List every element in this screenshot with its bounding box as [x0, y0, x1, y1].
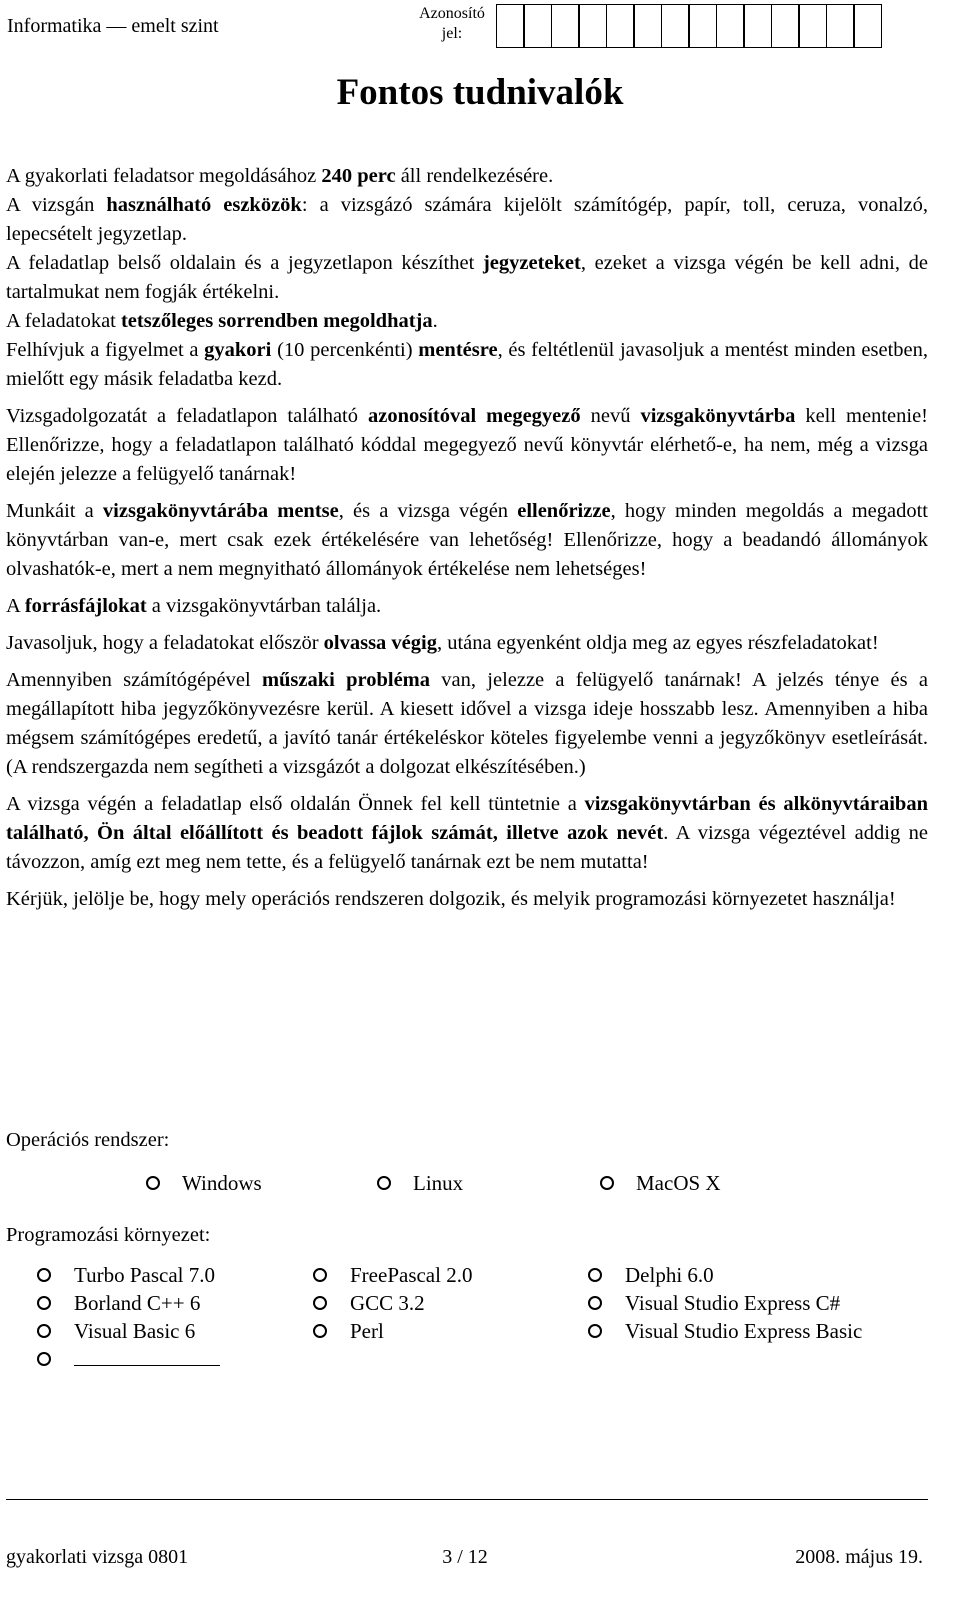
- os-option-label: Windows: [182, 1171, 262, 1195]
- emphasis-text: tetszőleges sorrendben megoldhatja: [120, 310, 433, 332]
- paragraph-text: Felhívjuk a figyelmet a: [6, 339, 205, 361]
- paragraph-text: nevű: [580, 405, 641, 427]
- paragraph-text: Munkáit a: [6, 500, 103, 522]
- paragraph-text: A feladatlap belső oldalain és a jegyzetlapon készíthet: [6, 252, 483, 274]
- footer-page-number: 3 / 12: [442, 1546, 488, 1568]
- env-option[interactable]: [588, 1317, 862, 1345]
- env-option-label: Borland C++ 6: [74, 1291, 201, 1315]
- emphasis-text: ellenőrizze: [517, 500, 611, 522]
- os-option-windows[interactable]: [146, 1168, 262, 1198]
- id-digit-box[interactable]: [853, 4, 882, 48]
- paragraph-text: kell mentenie! Ellenőrizze, hogy a feladatlapon található kóddal megegyező nevű könyvtár elérhető-e, ha nem, még a vizsga elején jelezze a felügyelő tanárnak!: [6, 405, 928, 485]
- instruction-paragraph: [6, 497, 928, 584]
- env-option[interactable]: [588, 1261, 714, 1289]
- footer-date: 2008. május 19.: [795, 1546, 923, 1568]
- radio-circle-icon[interactable]: [313, 1324, 327, 1338]
- id-digit-box[interactable]: [633, 4, 662, 48]
- emphasis-text: vizsgakönyvtárban és alkönyvtáraiban található, Ön által előállított és beadott fájlok számát, illetve azok nevét: [6, 793, 928, 844]
- footer-divider: [6, 1499, 928, 1500]
- id-box-row: [497, 4, 882, 48]
- radio-circle-icon[interactable]: [37, 1268, 51, 1282]
- radio-circle-icon[interactable]: [37, 1324, 51, 1338]
- env-option[interactable]: [313, 1317, 384, 1345]
- id-label-line1: Azonosító: [419, 5, 485, 22]
- instruction-paragraph: [6, 666, 928, 782]
- radio-circle-icon[interactable]: [146, 1176, 160, 1190]
- instruction-paragraph: [6, 790, 928, 877]
- os-option-label: Linux: [413, 1171, 464, 1195]
- radio-circle-icon[interactable]: [313, 1296, 327, 1310]
- id-digit-box[interactable]: [496, 4, 525, 48]
- os-label: Operációs rendszer:: [6, 1129, 170, 1151]
- paragraph-text: , és a vizsga végén: [338, 500, 518, 522]
- emphasis-text: jegyzeteket: [482, 252, 581, 274]
- paragraph-text: van, jelezze a felügyelő tanárnak! A jelzés ténye és a megállapított hiba jegyzőkönyvezésre kerül. A kiesett idővel a vizsga ideje hosszabb lesz. Amennyiben a hiba mégsem számítógépes eredetű, a javító tanár értékeléskor köteles figyelembe venni a jegyzőkönyv esetleírását. (A rendszergazda nem segítheti a vizsgázót a dolgozat elkészítésében.): [6, 669, 928, 778]
- id-digit-box[interactable]: [551, 4, 580, 48]
- paragraph-text: , utána egyenként oldja meg az egyes részfeladatokat!: [436, 632, 879, 654]
- instruction-paragraph: [6, 885, 928, 914]
- emphasis-text: vizsgakönyvtárba: [640, 405, 796, 427]
- instruction-paragraph: [6, 249, 928, 307]
- emphasis-text: mentésre: [418, 339, 498, 361]
- id-label: [412, 4, 492, 44]
- env-option[interactable]: [37, 1289, 200, 1317]
- instruction-paragraph: [6, 592, 928, 621]
- env-option[interactable]: [313, 1261, 472, 1289]
- paragraph-text: Amennyiben számítógépével: [6, 669, 262, 691]
- id-digit-box[interactable]: [798, 4, 827, 48]
- paragraph-text: .: [432, 310, 438, 332]
- paragraph-text: a vizsgakönyvtárban találja.: [146, 595, 382, 617]
- radio-circle-icon[interactable]: [377, 1176, 391, 1190]
- env-option[interactable]: [588, 1289, 840, 1317]
- paragraph-text: Javasoljuk, hogy a feladatokat először: [6, 632, 324, 654]
- paragraph-text: : a vizsgázó számára kijelölt számítógép, papír, toll, ceruza, vonalzó, lepecsételt jegyzetlap.: [6, 194, 929, 245]
- os-option-linux[interactable]: [377, 1168, 463, 1198]
- paragraph-text: A vizsgán: [6, 194, 107, 216]
- emphasis-text: olvassa végig: [323, 632, 437, 654]
- radio-circle-icon[interactable]: [37, 1352, 51, 1366]
- emphasis-text: használható eszközök: [106, 194, 302, 216]
- env-option-label: Visual Basic 6: [74, 1319, 196, 1343]
- env-option[interactable]: [313, 1289, 425, 1317]
- instruction-paragraph: [6, 402, 928, 489]
- emphasis-text: forrásfájlokat: [24, 595, 147, 617]
- paragraph-text: (10 percenkénti): [271, 339, 419, 361]
- instruction-paragraph: [6, 307, 928, 336]
- env-option-label: Delphi 6.0: [625, 1263, 714, 1287]
- id-label-line2: jel:: [441, 25, 463, 42]
- paragraph-text: A: [6, 595, 25, 617]
- instruction-paragraph: [6, 162, 928, 191]
- instruction-paragraph: [6, 336, 928, 394]
- os-option-macos[interactable]: [600, 1168, 721, 1198]
- paragraph-text: áll rendelkezésére.: [395, 165, 554, 187]
- id-digit-box[interactable]: [826, 4, 855, 48]
- emphasis-text: vizsgakönyvtárába mentse: [102, 500, 339, 522]
- page-title: Fontos tudnivalók: [336, 72, 624, 113]
- radio-circle-icon[interactable]: [588, 1324, 602, 1338]
- env-option-other[interactable]: [37, 1345, 220, 1373]
- env-label: Programozási környezet:: [6, 1224, 211, 1246]
- emphasis-text: 240 perc: [321, 165, 396, 187]
- id-digit-box[interactable]: [716, 4, 745, 48]
- emphasis-text: gyakori: [204, 339, 272, 361]
- paragraph-text: , hogy minden megoldás a megadott könyvtárban van-e, mert csak ezek értékelésére van lehetőség! Ellenőrizze, hogy a beadandó állományok olvashatók-e, mert a nem megnyitható állományok értékelése nem lehetséges!: [6, 500, 928, 580]
- subject-label: Informatika — emelt szint: [7, 15, 219, 37]
- paragraph-text: Vizsgadolgozatát a feladatlapon található: [6, 405, 368, 427]
- paragraph-text: , ezeket a vizsga végén be kell adni, de tartalmukat nem fogják értékelni.: [6, 252, 928, 303]
- radio-circle-icon[interactable]: [588, 1296, 602, 1310]
- id-digit-box[interactable]: [743, 4, 772, 48]
- paragraph-text: , és feltétlenül javasoljuk a mentést minden esetben, mielőtt egy másik feladatba kezd.: [6, 339, 928, 390]
- id-digit-box[interactable]: [771, 4, 800, 48]
- radio-circle-icon[interactable]: [588, 1268, 602, 1282]
- paragraph-text: A feladatokat: [6, 310, 121, 332]
- paragraph-text: A vizsga végén a feladatlap első oldalán Önnek fel kell tüntetnie a: [6, 793, 585, 815]
- env-option-label: FreePascal 2.0: [350, 1263, 473, 1287]
- other-env-blank-field[interactable]: [74, 1345, 220, 1366]
- os-options: [0, 1168, 960, 1198]
- id-digit-box[interactable]: [606, 4, 635, 48]
- id-digit-box[interactable]: [688, 4, 717, 48]
- page-header: [0, 0, 960, 52]
- paragraph-text: Kérjük, jelölje be, hogy mely operációs rendszeren dolgozik, és melyik programozási környezetet használja!: [6, 888, 896, 910]
- id-digit-box[interactable]: [578, 4, 607, 48]
- id-digit-box[interactable]: [523, 4, 552, 48]
- env-option-label: Visual Studio Express Basic: [625, 1319, 863, 1343]
- paragraph-text: . A vizsga végeztével addig ne távozzon, amíg ezt meg nem tette, és a felügyelő tanárnak ezt be nem mutatta!: [6, 822, 928, 873]
- env-option[interactable]: [37, 1261, 215, 1289]
- instructions: [6, 162, 928, 922]
- radio-circle-icon[interactable]: [313, 1268, 327, 1282]
- env-option[interactable]: [37, 1317, 195, 1345]
- instruction-paragraph: [6, 629, 928, 658]
- env-option-label: Visual Studio Express C#: [625, 1291, 841, 1315]
- env-option-label: GCC 3.2: [350, 1291, 425, 1315]
- paragraph-text: A gyakorlati feladatsor megoldásához: [6, 165, 322, 187]
- footer-exam-code: gyakorlati vizsga 0801: [6, 1546, 189, 1568]
- radio-circle-icon[interactable]: [37, 1296, 51, 1310]
- env-option-label: Turbo Pascal 7.0: [74, 1263, 215, 1287]
- env-option-label: Perl: [350, 1319, 384, 1343]
- instruction-paragraph: [6, 191, 928, 249]
- radio-circle-icon[interactable]: [600, 1176, 614, 1190]
- os-option-label: MacOS X: [636, 1171, 721, 1195]
- emphasis-text: azonosítóval megegyező: [367, 405, 581, 427]
- id-digit-box[interactable]: [661, 4, 690, 48]
- emphasis-text: műszaki probléma: [261, 669, 431, 691]
